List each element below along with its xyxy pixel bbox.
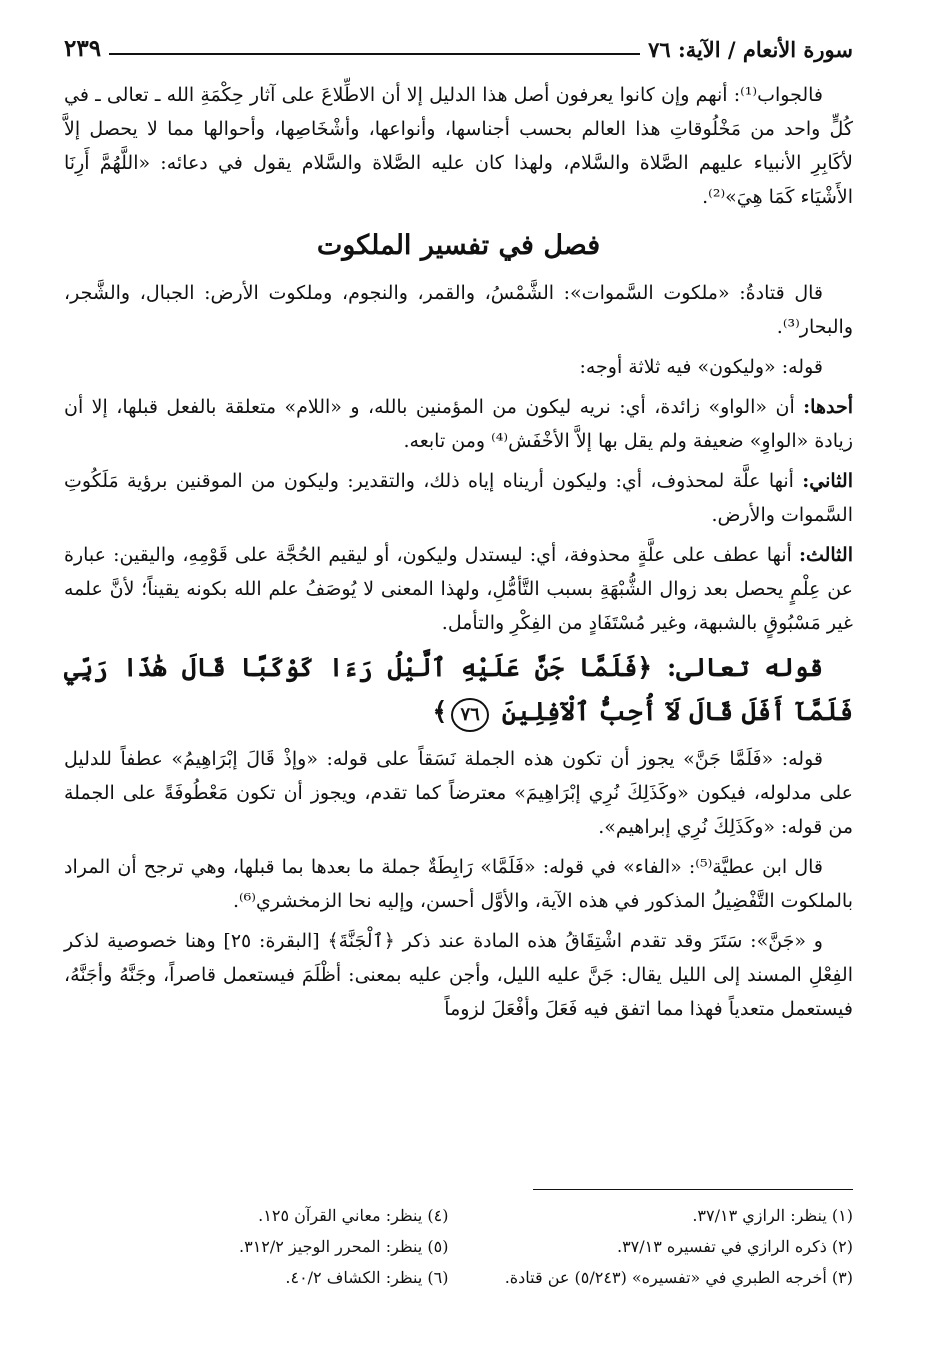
surah-verse-label: سورة الأنعام / الآية: ٧٦ bbox=[648, 37, 853, 62]
ayah-number-badge: ٧٦ bbox=[451, 698, 489, 732]
verse-text: ﴿فَلَمَّا جَنَّ عَلَيْهِ ٱلَّيْلُ رَءَا كَوْكَبًا قَالَ هَٰذَا رَبِّي فَلَمَّآ أَفَلَ قَالَ لَآ أُحِبُّ ٱلْآفِلِينَ bbox=[64, 653, 853, 726]
paragraph-falamma: قوله: «فَلَمَّا جَنَّ» يجوز أن تكون هذه الجملة نَسَقاً على قوله: «وإذْ قَالَ إبْرَاهِيمُ» عطفاً للدليل على مدلوله، فيكون «وكَذَلِكَ نُرِي إبْرَاهِيمَ» معترضاً كما تقدم، ويجوز أن تكون مَعْطُوفَةً على الجملة من قوله: «وكَذَلِكَ نُرِي إبراهيم». bbox=[64, 748, 853, 838]
second-aspect-label: الثاني: bbox=[802, 470, 853, 492]
footnotes bbox=[64, 1200, 853, 1293]
third-aspect-label: الثالث: bbox=[798, 544, 853, 566]
verse-close-bracket: ﴾ bbox=[432, 697, 448, 726]
paragraph-third-aspect bbox=[64, 538, 853, 640]
first-aspect-label: أحدها: bbox=[803, 396, 853, 418]
second-aspect-text: أنها علَّة لمحذوف، أي: وليكون أريناه إياه ذلك، والتقدير: وليكون من الموقنين برؤية مَلَكُوتِ السَّموات والأرض. bbox=[64, 470, 853, 526]
quran-verse bbox=[64, 646, 853, 734]
third-aspect-text: أنها عطف على علَّةٍ محذوفة، أي: ليستدل وليكون، أو ليقيم الحُجَّة على قَوْمِهِ، واليقين: عبارة عن عِلْمٍ يحصل بعد زوال الشُّبْهَةِ بسبب التَّأمُّلِ، ولهذا المعنى لا يُوصَفُ علم الله بكونه يقيناً؛ لأنَّ علمه غير مَسْبُوقٍ بالشبهة، وغير مُسْتَفَادٍ من الفِكْرِ والتأمل. bbox=[64, 544, 853, 634]
footnote-3: (٣) أخرجه الطبري في «تفسيره» (٥/٢٤٣) عن قتادة. bbox=[504, 1268, 853, 1287]
footnote-4: (٤) ينظر: معاني القرآن ١٢٥. bbox=[258, 1206, 449, 1225]
page-body bbox=[64, 78, 853, 1026]
footnote-2: (٢) ذكره الرازي في تفسيره ٣٧/١٣. bbox=[616, 1237, 853, 1256]
verse-intro: قوله تعالى: bbox=[652, 653, 823, 682]
paragraph-answer: فالجواب⁽¹⁾: أنهم وإن كانوا يعرفون أصل هذا الدليل إلا أن الاطِّلاعَ على آثار حِكْمَةِ الله ـ تعالى ـ في كُلٍّ واحد من مَخْلُوقاتِ هذا العالم بحسب أجناسها، وأنواعها، وأشْخَاصِها، وأحوالها مما لا يحصل إلاَّ لأكَابِرِ الأنبياء عليهم الصَّلاة والسَّلام، ولهذا كان عليه الصَّلاة والسَّلام يقول في دعائه: «اللَّهُمَّ أَرِنَا الأَشْيَاء كَمَا هِيَ»⁽²⁾. bbox=[64, 84, 853, 208]
paragraph-janna: و «جَنَّ»: سَتَرَ وقد تقدم اشْتِقَاقُ هذه المادة عند ذكر ﴿ٱلْجَنَّةَ﴾ [البقرة: ٢٥] وهنا خصوصية لذكر الفِعْلِ المسند إلى الليل يقال: جَنَّ عليه الليل، وأجن عليه بمعنى: أظْلَمَ فيستعمل قاصراً، وجَنَّهُ وأجَنَّهُ، فيستعمل متعدياً فهذا مما اتفق فيه فَعَلَ وأفْعَلَ لزوماً bbox=[64, 930, 853, 1020]
footnote-6: (٦) ينظر: الكشاف ٤٠/٢. bbox=[285, 1268, 449, 1287]
paragraph-first-aspect bbox=[64, 390, 853, 458]
footnote-5: (٥) ينظر: المحرر الوجيز ٣١٢/٢. bbox=[239, 1237, 449, 1256]
footnote-1: (١) ينظر: الرازي ٣٧/١٣. bbox=[692, 1206, 853, 1225]
header-rule bbox=[109, 53, 640, 55]
page-number: ٢٣٩ bbox=[64, 35, 102, 62]
paragraph-second-aspect bbox=[64, 464, 853, 532]
section-title: فصل في تفسير الملكوت bbox=[316, 230, 601, 261]
paragraph-three-aspects: قوله: «وليكون» فيه ثلاثة أوجه: bbox=[579, 356, 823, 378]
running-header bbox=[64, 30, 853, 62]
paragraph-qatada: قال قتادةُ: «ملكوت السَّموات»: الشَّمْسُ، والقمر، والنجوم، وملكوت الأرض: الجبال، والشَّجر، والبحار⁽³⁾. bbox=[64, 282, 853, 338]
paragraph-ibn-atiyya: قال ابن عطيَّة⁽⁵⁾: «الفاء» في قوله: «فَلَمَّا» رَابِطَةٌ جملة ما بعدها بما قبلها، وهي ترجح أن المراد بالملكوت التَّفْضِيلُ المذكور في هذه الآية، والأوَّل أحسن، وإليه نحا الزمخشري⁽⁶⁾. bbox=[64, 856, 853, 912]
footnote-rule bbox=[533, 1189, 853, 1190]
first-aspect-text: أن «الواو» زائدة، أي: نريه ليكون من المؤمنين بالله، و «اللام» متعلقة بالفعل قبلها، إلا أن زيادة «الواوِ» ضعيفة ولم يقل بها إلاَّ الأخْفَش⁽⁴⁾ ومن تابعه. bbox=[64, 396, 853, 452]
